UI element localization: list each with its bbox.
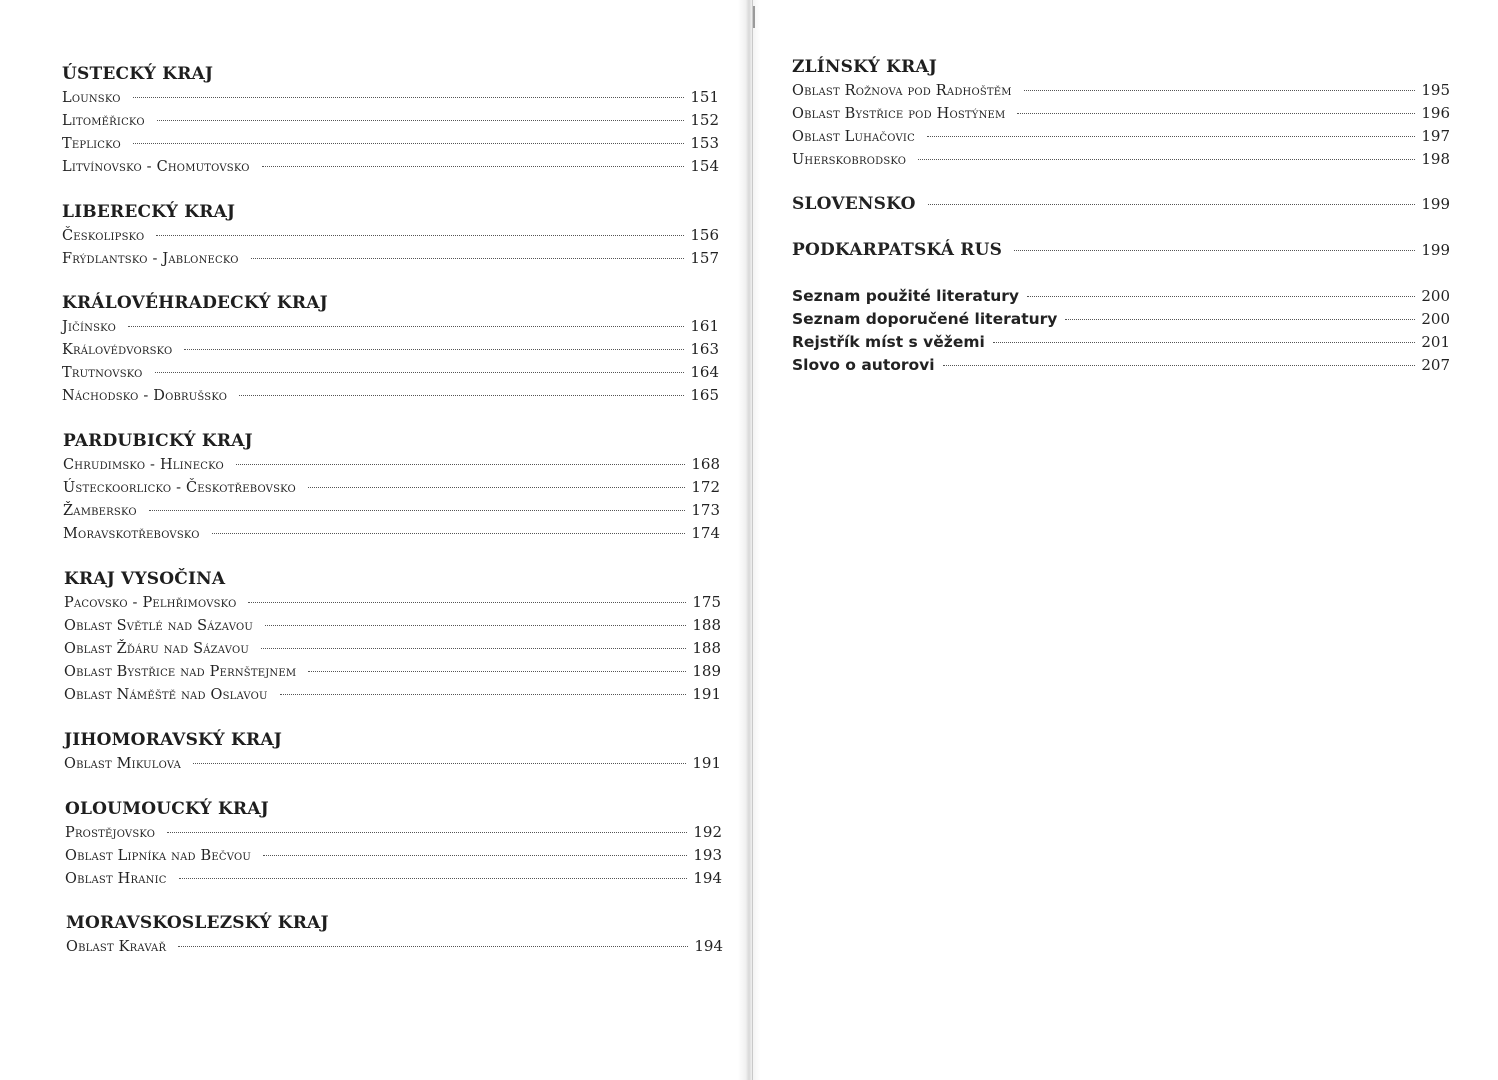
toc-entry-podkarpatska-rus[interactable]	[792, 238, 1450, 262]
dot-leader	[1027, 296, 1415, 297]
toc-entry-label: Seznam doporučené literatury	[792, 310, 1058, 328]
toc-entry-page: 172	[691, 478, 720, 496]
toc-appendix	[792, 285, 1450, 377]
toc-section	[792, 238, 1450, 262]
toc-entry-label: Oblast Luhačovic	[792, 129, 915, 145]
toc-entry-label: Oblast Bystřice nad Pernštejnem	[64, 664, 297, 680]
toc-entry-page: 173	[691, 501, 720, 519]
toc-entry-page: 188	[692, 616, 721, 634]
toc-section	[64, 567, 721, 706]
toc-entry[interactable]	[792, 354, 1450, 377]
toc-entry-page: 161	[690, 317, 719, 335]
toc-entry-page: 151	[690, 88, 719, 106]
dot-leader	[193, 763, 686, 764]
toc-entry-page: 163	[690, 340, 719, 358]
toc-entry[interactable]	[62, 224, 719, 247]
dot-leader	[133, 97, 685, 98]
section-heading: ZLÍNSKÝ KRAJ	[792, 57, 938, 77]
toc-entry[interactable]	[64, 591, 721, 614]
dot-leader	[1065, 319, 1415, 320]
toc-entry-page: 153	[690, 134, 719, 152]
toc-entry-page: 201	[1421, 333, 1450, 351]
dot-leader	[179, 878, 688, 879]
toc-entry[interactable]	[62, 361, 719, 384]
toc-entry-label: Litoměřicko	[62, 113, 145, 129]
toc-entry-label: Královédvorsko	[62, 342, 173, 358]
toc-entry[interactable]	[64, 660, 721, 683]
toc-entry-label: Oblast Hranic	[65, 871, 167, 887]
dot-leader	[918, 159, 1415, 160]
section-heading: KRÁLOVÉHRADECKÝ KRAJ	[62, 293, 328, 313]
toc-entry[interactable]	[64, 683, 721, 706]
toc-entry-label: Oblast Lipníka nad Bečvou	[65, 848, 252, 864]
toc-entry-label: Oblast Náměště nad Oslavou	[64, 687, 268, 703]
toc-entry-label: Oblast Kravař	[66, 939, 167, 955]
dot-leader	[280, 694, 687, 695]
toc-entry[interactable]	[792, 285, 1450, 308]
toc-entry-label: Oblast Rožnova pod Radhoštěm	[792, 83, 1012, 99]
toc-entry-page: 191	[692, 754, 721, 772]
toc-entry-page: 154	[690, 157, 719, 175]
section-heading: MORAVSKOSLEZSKÝ KRAJ	[66, 913, 329, 933]
section-heading: KRAJ VYSOČINA	[64, 569, 226, 589]
toc-entry[interactable]	[65, 867, 722, 890]
toc-entry-label: Pacovsko - Pelhřimovsko	[64, 595, 237, 611]
dot-leader	[128, 326, 684, 327]
toc-entry-page: 157	[690, 249, 719, 267]
toc-entry-page: 175	[692, 593, 721, 611]
dot-leader	[262, 166, 685, 167]
dot-leader	[248, 602, 686, 603]
toc-entry-label: Oblast Světlé nad Sázavou	[64, 618, 253, 634]
dot-leader	[212, 533, 686, 534]
toc-entry-label: Litvínovsko - Chomutovsko	[62, 159, 250, 175]
toc-entry[interactable]	[792, 148, 1450, 171]
toc-entry-page: 197	[1421, 127, 1450, 145]
toc-entry-page: 199	[1421, 195, 1450, 213]
section-heading: PARDUBICKÝ KRAJ	[63, 431, 253, 451]
toc-entry[interactable]	[62, 384, 719, 407]
dot-leader	[155, 372, 685, 373]
toc-entry[interactable]	[63, 522, 720, 545]
dot-leader	[167, 832, 687, 833]
toc-entry-page: 207	[1421, 356, 1450, 374]
toc-entry-page: 195	[1421, 81, 1450, 99]
toc-entry[interactable]	[64, 614, 721, 637]
toc-entry-label: Moravskotřebovsko	[63, 526, 200, 542]
toc-entry-label: Jičínsko	[62, 319, 116, 335]
toc-entry-page: 191	[692, 685, 721, 703]
toc-entry-page: 194	[694, 937, 723, 955]
toc-entry[interactable]	[792, 102, 1450, 125]
toc-entry[interactable]	[63, 499, 720, 522]
dot-leader	[993, 342, 1416, 343]
toc-entry-label: PODKARPATSKÁ RUS	[792, 240, 1003, 260]
dot-leader	[178, 946, 688, 947]
toc-entry[interactable]	[64, 752, 721, 775]
toc-section	[66, 911, 723, 958]
toc-entry-label: Chrudimsko - Hlinecko	[63, 457, 224, 473]
toc-section	[64, 728, 721, 775]
toc-entry-label: Oblast Žďáru nad Sázavou	[64, 641, 250, 657]
dot-leader	[263, 855, 687, 856]
toc-entry-page: 192	[693, 823, 722, 841]
toc-entry-page: 164	[690, 363, 719, 381]
toc-entry-label: Teplicko	[62, 136, 121, 152]
dot-leader	[265, 625, 686, 626]
toc-entry-page: 198	[1421, 150, 1450, 168]
toc-entry-label: Ústeckoorlicko - Českotřebovsko	[63, 480, 296, 496]
toc-entry-page: 189	[692, 662, 721, 680]
toc-entry[interactable]	[62, 155, 719, 178]
toc-entry[interactable]	[63, 453, 720, 476]
toc-entry-label: Rejstřík míst s věžemi	[792, 333, 985, 351]
toc-entry[interactable]	[62, 86, 719, 109]
dot-leader	[308, 487, 685, 488]
toc-entry-label: Lounsko	[62, 90, 121, 106]
toc-section	[63, 429, 720, 545]
toc-entry-slovensko[interactable]	[792, 192, 1450, 216]
dot-leader	[239, 395, 684, 396]
dot-leader	[928, 204, 1416, 205]
toc-section	[62, 62, 719, 178]
toc-entry-label: Oblast Mikulova	[64, 756, 181, 772]
dot-leader	[261, 648, 686, 649]
toc-entry-label: Prostějovsko	[65, 825, 156, 841]
toc-entry[interactable]	[62, 109, 719, 132]
toc-entry[interactable]	[65, 844, 722, 867]
toc-entry-label: Slovo o autorovi	[792, 356, 935, 374]
toc-entry[interactable]	[63, 476, 720, 499]
toc-entry-label: Náchodsko - Dobrušsko	[62, 388, 228, 404]
toc-entry[interactable]	[62, 338, 719, 361]
toc-entry-label: Seznam použité literatury	[792, 287, 1020, 305]
dot-leader	[1014, 250, 1415, 251]
dot-leader	[943, 365, 1416, 366]
toc-entry-page: 199	[1421, 241, 1450, 259]
toc-entry-label: Trutnovsko	[62, 365, 143, 381]
dot-leader	[251, 258, 685, 259]
toc-entry-label: Frýdlantsko - Jablonecko	[62, 251, 239, 267]
section-heading: ÚSTECKÝ KRAJ	[62, 64, 214, 84]
toc-entry-page: 168	[691, 455, 720, 473]
dot-leader	[1017, 113, 1415, 114]
toc-section	[62, 200, 719, 270]
toc-entry-page: 188	[692, 639, 721, 657]
toc-entry[interactable]	[792, 308, 1450, 331]
dot-leader	[1024, 90, 1416, 91]
toc-entry[interactable]	[792, 331, 1450, 354]
toc-entry[interactable]	[62, 315, 719, 338]
toc-entry[interactable]	[62, 247, 719, 270]
left-page	[0, 0, 748, 1080]
section-heading: OLOUMOUCKÝ KRAJ	[65, 799, 269, 819]
dot-leader	[156, 235, 684, 236]
toc-entry-page: 200	[1421, 310, 1450, 328]
dot-leader	[927, 136, 1415, 137]
toc-section	[792, 192, 1450, 216]
toc-entry-label: Českolipsko	[62, 228, 145, 244]
dot-leader	[184, 349, 684, 350]
toc-entry-page: 165	[690, 386, 719, 404]
toc-entry[interactable]	[66, 935, 723, 958]
right-page	[752, 0, 1498, 1080]
toc-entry-label: SLOVENSKO	[792, 194, 916, 214]
toc-entry-label: Žambersko	[63, 503, 137, 519]
dot-leader	[149, 510, 686, 511]
toc-entry-page: 174	[691, 524, 720, 542]
toc-entry[interactable]	[65, 821, 722, 844]
dot-leader	[133, 143, 684, 144]
toc-entry-page: 194	[693, 869, 722, 887]
toc-entry[interactable]	[64, 637, 721, 660]
section-heading: JIHOMORAVSKÝ KRAJ	[64, 730, 282, 750]
toc-section	[65, 797, 722, 890]
toc-entry-page: 196	[1421, 104, 1450, 122]
section-heading: LIBERECKÝ KRAJ	[62, 202, 236, 222]
toc-section	[62, 291, 719, 407]
toc-section	[792, 55, 1450, 171]
toc-entry-label: Oblast Bystřice pod Hostýnem	[792, 106, 1006, 122]
toc-entry[interactable]	[62, 132, 719, 155]
toc-entry-page: 156	[690, 226, 719, 244]
toc-entry-page: 200	[1421, 287, 1450, 305]
toc-entry-page: 193	[693, 846, 722, 864]
dot-leader	[308, 671, 686, 672]
toc-entry-page: 152	[690, 111, 719, 129]
dot-leader	[236, 464, 685, 465]
toc-entry[interactable]	[792, 125, 1450, 148]
dot-leader	[157, 120, 685, 121]
toc-entry[interactable]	[792, 79, 1450, 102]
toc-entry-label: Uherskobrodsko	[792, 152, 907, 168]
